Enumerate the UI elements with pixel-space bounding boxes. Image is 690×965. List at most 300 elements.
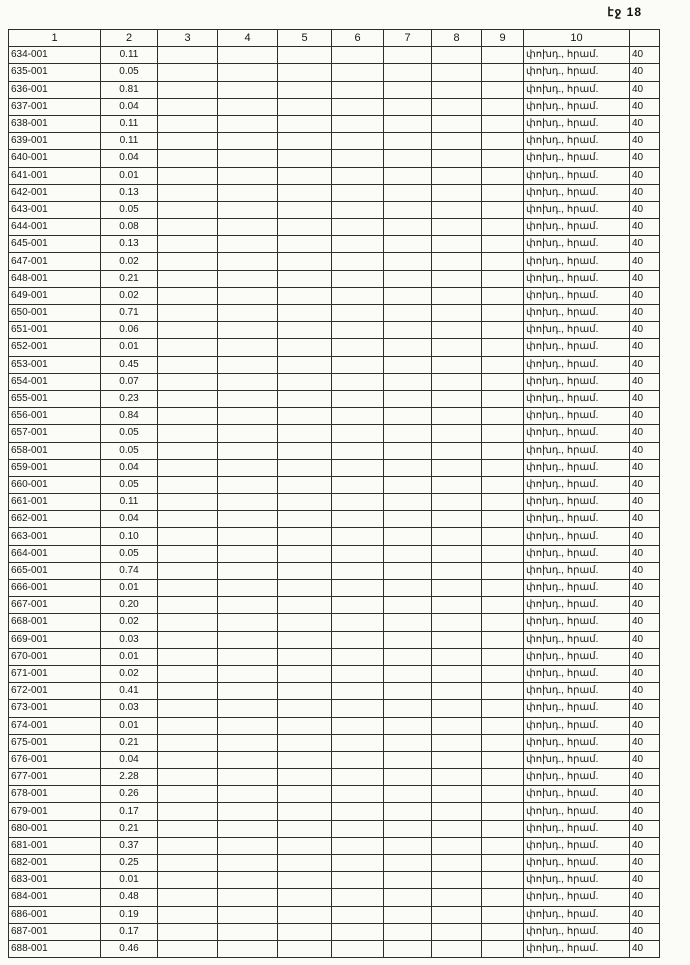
- cell-empty-7: [384, 81, 432, 98]
- cell-empty-6: [332, 184, 384, 201]
- cell-parcel-id: 666-001: [9, 580, 101, 597]
- cell-empty-5: [278, 98, 332, 115]
- column-header: 6: [332, 30, 384, 47]
- table-row: [9, 923, 660, 940]
- cell-empty-5: [278, 494, 332, 511]
- cell-empty-5: [278, 769, 332, 786]
- margin-annotation: 40: [630, 820, 660, 837]
- cell-empty-4: [218, 820, 278, 837]
- cell-empty-5: [278, 648, 332, 665]
- margin-annotation: 40: [630, 855, 660, 872]
- cell-parcel-id: 676-001: [9, 751, 101, 768]
- cell-empty-4: [218, 442, 278, 459]
- cell-parcel-id: 660-001: [9, 476, 101, 493]
- cell-empty-4: [218, 201, 278, 218]
- cell-empty-7: [384, 270, 432, 287]
- cell-empty-3: [158, 820, 218, 837]
- cell-empty-3: [158, 236, 218, 253]
- margin-annotation: 40: [630, 408, 660, 425]
- cell-area-value: 0.04: [101, 459, 158, 476]
- cell-empty-9: [482, 511, 524, 528]
- cell-empty-6: [332, 339, 384, 356]
- cell-empty-8: [432, 425, 482, 442]
- cell-parcel-id: 661-001: [9, 494, 101, 511]
- cell-empty-5: [278, 683, 332, 700]
- cell-empty-8: [432, 923, 482, 940]
- cell-note: փոխդ., հրամ.: [524, 150, 630, 167]
- cell-empty-9: [482, 820, 524, 837]
- cell-empty-5: [278, 906, 332, 923]
- cell-parcel-id: 656-001: [9, 408, 101, 425]
- cell-empty-5: [278, 700, 332, 717]
- cell-empty-4: [218, 476, 278, 493]
- table-row: [9, 820, 660, 837]
- margin-annotation: 40: [630, 98, 660, 115]
- cell-area-value: 0.13: [101, 184, 158, 201]
- cell-empty-7: [384, 287, 432, 304]
- column-header: 5: [278, 30, 332, 47]
- cell-empty-9: [482, 81, 524, 98]
- cell-empty-3: [158, 528, 218, 545]
- margin-annotation: 40: [630, 219, 660, 236]
- cell-empty-5: [278, 305, 332, 322]
- margin-annotation: 40: [630, 322, 660, 339]
- table-row: [9, 236, 660, 253]
- cell-empty-9: [482, 459, 524, 476]
- cell-parcel-id: 639-001: [9, 133, 101, 150]
- cell-empty-8: [432, 511, 482, 528]
- cell-empty-5: [278, 511, 332, 528]
- table-row: [9, 356, 660, 373]
- cell-empty-7: [384, 562, 432, 579]
- cell-note: փոխդ., հրամ.: [524, 81, 630, 98]
- table-row: [9, 751, 660, 768]
- margin-annotation: 40: [630, 528, 660, 545]
- cell-empty-9: [482, 837, 524, 854]
- cell-parcel-id: 655-001: [9, 390, 101, 407]
- cell-empty-3: [158, 408, 218, 425]
- header-row: [9, 30, 660, 47]
- cell-empty-4: [218, 614, 278, 631]
- cell-empty-5: [278, 855, 332, 872]
- cell-empty-4: [218, 98, 278, 115]
- cell-empty-6: [332, 717, 384, 734]
- cell-empty-4: [218, 339, 278, 356]
- table-row: [9, 476, 660, 493]
- margin-annotation: 40: [630, 906, 660, 923]
- cell-area-value: 0.71: [101, 305, 158, 322]
- cell-empty-3: [158, 786, 218, 803]
- cell-empty-3: [158, 305, 218, 322]
- cell-empty-9: [482, 253, 524, 270]
- cell-empty-9: [482, 270, 524, 287]
- cell-empty-6: [332, 889, 384, 906]
- cell-empty-6: [332, 648, 384, 665]
- cell-empty-7: [384, 64, 432, 81]
- cell-empty-9: [482, 614, 524, 631]
- cell-empty-7: [384, 459, 432, 476]
- cell-parcel-id: 634-001: [9, 47, 101, 64]
- cell-note: փոխդ., հրամ.: [524, 751, 630, 768]
- table-row: [9, 597, 660, 614]
- margin-annotation: 40: [630, 751, 660, 768]
- column-header: 8: [432, 30, 482, 47]
- cell-empty-4: [218, 665, 278, 682]
- cell-parcel-id: 677-001: [9, 769, 101, 786]
- cell-empty-4: [218, 150, 278, 167]
- cell-parcel-id: 678-001: [9, 786, 101, 803]
- cell-empty-6: [332, 287, 384, 304]
- cell-empty-7: [384, 322, 432, 339]
- cell-empty-4: [218, 184, 278, 201]
- cell-note: փոխդ., հրամ.: [524, 339, 630, 356]
- cell-empty-8: [432, 837, 482, 854]
- cell-empty-4: [218, 322, 278, 339]
- cell-parcel-id: 658-001: [9, 442, 101, 459]
- cell-empty-9: [482, 683, 524, 700]
- cell-empty-5: [278, 373, 332, 390]
- cell-empty-3: [158, 373, 218, 390]
- cell-area-value: 0.02: [101, 665, 158, 682]
- cell-empty-5: [278, 820, 332, 837]
- cell-empty-4: [218, 683, 278, 700]
- cell-empty-8: [432, 751, 482, 768]
- cell-empty-3: [158, 614, 218, 631]
- cell-empty-4: [218, 751, 278, 768]
- cell-area-value: 0.01: [101, 167, 158, 184]
- cell-empty-6: [332, 855, 384, 872]
- cell-area-value: 0.13: [101, 236, 158, 253]
- cell-empty-8: [432, 614, 482, 631]
- margin-annotation: 40: [630, 700, 660, 717]
- cell-empty-9: [482, 717, 524, 734]
- cell-area-value: 0.25: [101, 855, 158, 872]
- cell-empty-9: [482, 390, 524, 407]
- cell-empty-7: [384, 820, 432, 837]
- cell-note: փոխդ., հրամ.: [524, 322, 630, 339]
- cell-empty-5: [278, 923, 332, 940]
- cell-area-value: 0.01: [101, 717, 158, 734]
- cell-empty-6: [332, 201, 384, 218]
- cell-empty-4: [218, 648, 278, 665]
- cell-empty-9: [482, 734, 524, 751]
- cell-note: փոխդ., հրամ.: [524, 133, 630, 150]
- cell-note: փոխդ., հրամ.: [524, 47, 630, 64]
- cell-area-value: 0.04: [101, 98, 158, 115]
- cell-empty-5: [278, 150, 332, 167]
- cell-empty-6: [332, 631, 384, 648]
- cell-area-value: 0.03: [101, 700, 158, 717]
- cell-empty-7: [384, 236, 432, 253]
- table-row: [9, 201, 660, 218]
- cell-empty-7: [384, 115, 432, 132]
- cell-empty-6: [332, 98, 384, 115]
- cell-empty-5: [278, 253, 332, 270]
- cell-parcel-id: 667-001: [9, 597, 101, 614]
- cell-empty-4: [218, 872, 278, 889]
- cell-empty-4: [218, 494, 278, 511]
- cell-empty-5: [278, 786, 332, 803]
- cell-empty-8: [432, 133, 482, 150]
- cell-empty-6: [332, 442, 384, 459]
- margin-annotation: 40: [630, 872, 660, 889]
- cell-empty-7: [384, 356, 432, 373]
- cell-empty-4: [218, 631, 278, 648]
- cell-empty-4: [218, 717, 278, 734]
- margin-annotation: 40: [630, 803, 660, 820]
- cell-empty-6: [332, 425, 384, 442]
- cell-empty-3: [158, 648, 218, 665]
- cell-empty-6: [332, 665, 384, 682]
- cell-empty-7: [384, 923, 432, 940]
- cell-empty-9: [482, 373, 524, 390]
- margin-annotation: 40: [630, 150, 660, 167]
- cell-empty-8: [432, 339, 482, 356]
- table-row: [9, 305, 660, 322]
- cell-empty-7: [384, 940, 432, 957]
- table-body: [9, 47, 660, 958]
- cell-parcel-id: 641-001: [9, 167, 101, 184]
- cell-area-value: 0.05: [101, 201, 158, 218]
- cell-empty-7: [384, 476, 432, 493]
- cell-empty-4: [218, 115, 278, 132]
- table-row: [9, 98, 660, 115]
- table-row: [9, 64, 660, 81]
- cell-empty-5: [278, 580, 332, 597]
- cell-area-value: 0.01: [101, 872, 158, 889]
- cell-empty-4: [218, 459, 278, 476]
- margin-annotation: 40: [630, 734, 660, 751]
- cell-note: փոխդ., հրամ.: [524, 837, 630, 854]
- cell-area-value: 0.48: [101, 889, 158, 906]
- cell-empty-8: [432, 665, 482, 682]
- cell-empty-5: [278, 64, 332, 81]
- cell-empty-5: [278, 133, 332, 150]
- cell-empty-4: [218, 64, 278, 81]
- cell-note: փոխդ., հրամ.: [524, 115, 630, 132]
- cell-empty-8: [432, 373, 482, 390]
- cell-empty-3: [158, 889, 218, 906]
- cell-empty-3: [158, 751, 218, 768]
- column-header: 7: [384, 30, 432, 47]
- cell-empty-6: [332, 786, 384, 803]
- cell-empty-8: [432, 528, 482, 545]
- cell-empty-4: [218, 305, 278, 322]
- cell-empty-9: [482, 562, 524, 579]
- cell-parcel-id: 642-001: [9, 184, 101, 201]
- cell-empty-7: [384, 219, 432, 236]
- cell-empty-9: [482, 408, 524, 425]
- cell-empty-7: [384, 631, 432, 648]
- cell-empty-4: [218, 700, 278, 717]
- cell-empty-7: [384, 184, 432, 201]
- cell-area-value: 0.11: [101, 115, 158, 132]
- margin-annotation: 40: [630, 390, 660, 407]
- table-row: [9, 459, 660, 476]
- cell-note: փոխդ., հրամ.: [524, 270, 630, 287]
- cell-empty-6: [332, 528, 384, 545]
- margin-annotation: 40: [630, 476, 660, 493]
- cell-area-value: 0.07: [101, 373, 158, 390]
- cell-empty-4: [218, 219, 278, 236]
- cell-parcel-id: 688-001: [9, 940, 101, 957]
- cell-empty-9: [482, 597, 524, 614]
- column-header: 2: [101, 30, 158, 47]
- cell-empty-5: [278, 751, 332, 768]
- margin-annotation: 40: [630, 717, 660, 734]
- table-row: [9, 614, 660, 631]
- table-row: [9, 700, 660, 717]
- cell-note: փոխդ., հրամ.: [524, 459, 630, 476]
- cell-empty-9: [482, 322, 524, 339]
- cell-empty-8: [432, 459, 482, 476]
- cell-empty-3: [158, 837, 218, 854]
- cell-empty-9: [482, 769, 524, 786]
- cell-note: փոխդ., հրամ.: [524, 597, 630, 614]
- cell-note: փոխդ., հրամ.: [524, 545, 630, 562]
- cell-empty-3: [158, 803, 218, 820]
- cell-empty-7: [384, 683, 432, 700]
- cell-empty-7: [384, 425, 432, 442]
- cell-empty-4: [218, 769, 278, 786]
- cell-empty-5: [278, 665, 332, 682]
- cell-empty-5: [278, 184, 332, 201]
- cell-empty-6: [332, 683, 384, 700]
- margin-annotation: 40: [630, 597, 660, 614]
- cell-empty-4: [218, 528, 278, 545]
- cell-parcel-id: 653-001: [9, 356, 101, 373]
- cell-empty-3: [158, 511, 218, 528]
- cell-empty-4: [218, 511, 278, 528]
- cell-empty-3: [158, 390, 218, 407]
- cell-empty-5: [278, 236, 332, 253]
- cell-note: փոխդ., հրամ.: [524, 219, 630, 236]
- cell-empty-8: [432, 940, 482, 957]
- cell-empty-8: [432, 734, 482, 751]
- cell-empty-4: [218, 803, 278, 820]
- cell-empty-8: [432, 803, 482, 820]
- cell-empty-7: [384, 665, 432, 682]
- cell-area-value: 0.05: [101, 476, 158, 493]
- cell-area-value: 0.04: [101, 511, 158, 528]
- cell-note: փոխդ., հրամ.: [524, 580, 630, 597]
- cell-area-value: 0.21: [101, 270, 158, 287]
- cell-parcel-id: 683-001: [9, 872, 101, 889]
- table-row: [9, 665, 660, 682]
- cell-note: փոխդ., հրամ.: [524, 511, 630, 528]
- cell-empty-6: [332, 923, 384, 940]
- cell-empty-9: [482, 855, 524, 872]
- cell-empty-6: [332, 459, 384, 476]
- cell-empty-6: [332, 769, 384, 786]
- cell-note: փոխդ., հրամ.: [524, 562, 630, 579]
- margin-annotation: 40: [630, 425, 660, 442]
- cell-empty-9: [482, 545, 524, 562]
- table-row: [9, 803, 660, 820]
- cell-empty-4: [218, 597, 278, 614]
- cell-parcel-id: 670-001: [9, 648, 101, 665]
- cell-empty-5: [278, 425, 332, 442]
- cell-empty-6: [332, 150, 384, 167]
- cell-empty-9: [482, 940, 524, 957]
- cell-area-value: 0.45: [101, 356, 158, 373]
- cell-note: փոխդ., հրամ.: [524, 923, 630, 940]
- cell-note: փոխդ., հրամ.: [524, 940, 630, 957]
- cell-note: փոխդ., հրամ.: [524, 98, 630, 115]
- table-row: [9, 339, 660, 356]
- cell-empty-9: [482, 356, 524, 373]
- table-row: [9, 855, 660, 872]
- cell-empty-6: [332, 872, 384, 889]
- cell-empty-6: [332, 270, 384, 287]
- table-row: [9, 81, 660, 98]
- cell-empty-3: [158, 201, 218, 218]
- column-header: 4: [218, 30, 278, 47]
- cell-empty-7: [384, 511, 432, 528]
- cell-empty-4: [218, 236, 278, 253]
- cell-area-value: 2.28: [101, 769, 158, 786]
- cell-area-value: 0.23: [101, 390, 158, 407]
- margin-annotation: 40: [630, 442, 660, 459]
- table-row: [9, 425, 660, 442]
- cell-empty-9: [482, 631, 524, 648]
- cell-empty-8: [432, 889, 482, 906]
- cell-empty-6: [332, 167, 384, 184]
- cell-empty-8: [432, 270, 482, 287]
- table-row: [9, 184, 660, 201]
- cell-note: փոխդ., հրամ.: [524, 305, 630, 322]
- cell-note: փոխդ., հրամ.: [524, 408, 630, 425]
- cell-empty-5: [278, 201, 332, 218]
- cell-empty-9: [482, 236, 524, 253]
- cell-parcel-id: 684-001: [9, 889, 101, 906]
- cell-empty-5: [278, 562, 332, 579]
- table-row: [9, 631, 660, 648]
- cell-parcel-id: 682-001: [9, 855, 101, 872]
- cell-empty-3: [158, 580, 218, 597]
- margin-annotation: 40: [630, 511, 660, 528]
- cell-area-value: 0.21: [101, 734, 158, 751]
- cell-empty-8: [432, 167, 482, 184]
- cell-empty-5: [278, 270, 332, 287]
- cell-area-value: 0.19: [101, 906, 158, 923]
- data-table: [8, 29, 660, 958]
- table-row: [9, 322, 660, 339]
- table-row: [9, 167, 660, 184]
- table-row: [9, 562, 660, 579]
- cell-empty-7: [384, 545, 432, 562]
- table-row: [9, 837, 660, 854]
- cell-area-value: 0.26: [101, 786, 158, 803]
- cell-empty-9: [482, 150, 524, 167]
- cell-parcel-id: 680-001: [9, 820, 101, 837]
- page-number-label: էջ 18: [607, 5, 642, 19]
- cell-area-value: 0.46: [101, 940, 158, 957]
- table-row: [9, 511, 660, 528]
- cell-parcel-id: 650-001: [9, 305, 101, 322]
- cell-empty-6: [332, 511, 384, 528]
- cell-empty-8: [432, 597, 482, 614]
- cell-empty-6: [332, 734, 384, 751]
- cell-note: փոխդ., հրամ.: [524, 889, 630, 906]
- cell-empty-9: [482, 339, 524, 356]
- cell-empty-9: [482, 64, 524, 81]
- cell-empty-6: [332, 64, 384, 81]
- cell-empty-9: [482, 167, 524, 184]
- margin-annotation: 40: [630, 459, 660, 476]
- cell-empty-8: [432, 786, 482, 803]
- cell-empty-6: [332, 597, 384, 614]
